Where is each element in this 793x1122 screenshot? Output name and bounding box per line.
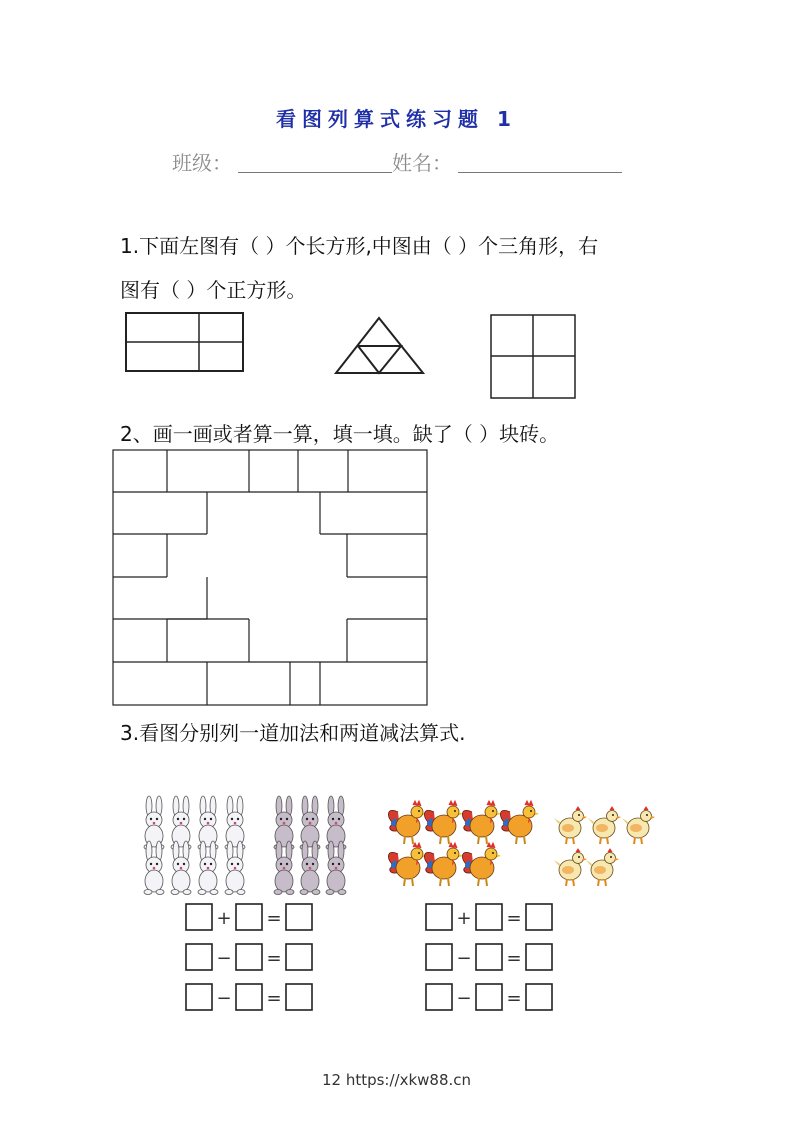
equals-sign: = bbox=[266, 908, 282, 929]
answer-box[interactable] bbox=[476, 904, 502, 930]
answer-box[interactable] bbox=[186, 944, 212, 970]
footer-text: 12 https://xkw88.cn bbox=[321, 1071, 472, 1089]
answer-box[interactable] bbox=[526, 904, 552, 930]
class-blank[interactable] bbox=[238, 172, 392, 173]
equations-right[interactable] bbox=[420, 900, 560, 1012]
answer-box[interactable] bbox=[286, 984, 312, 1010]
rabbits-picture bbox=[136, 793, 356, 895]
answer-box[interactable] bbox=[476, 944, 502, 970]
operator-sign: + bbox=[456, 908, 472, 929]
answer-box[interactable] bbox=[526, 944, 552, 970]
triangle-figure bbox=[334, 316, 426, 376]
question-2-text: 2、画一画或者算一算，填一填。缺了（ ）块砖。 bbox=[120, 422, 560, 446]
answer-box[interactable] bbox=[236, 904, 262, 930]
answer-box[interactable] bbox=[236, 944, 262, 970]
class-label: 班级： bbox=[172, 151, 232, 175]
answer-box[interactable] bbox=[476, 984, 502, 1010]
answer-box[interactable] bbox=[526, 984, 552, 1010]
equals-sign: = bbox=[506, 988, 522, 1009]
brick-wall bbox=[112, 449, 430, 707]
equals-sign: = bbox=[266, 988, 282, 1009]
answer-box[interactable] bbox=[186, 904, 212, 930]
operator-sign: − bbox=[216, 988, 232, 1009]
answer-box[interactable] bbox=[426, 944, 452, 970]
equals-sign: = bbox=[506, 948, 522, 969]
name-blank[interactable] bbox=[458, 172, 622, 173]
operator-sign: − bbox=[456, 988, 472, 1009]
name-label: 姓名： bbox=[392, 151, 452, 175]
question-1-line-2: 图有（ ）个正方形。 bbox=[120, 278, 307, 302]
answer-box[interactable] bbox=[186, 984, 212, 1010]
answer-box[interactable] bbox=[236, 984, 262, 1010]
question-1-line-1: 1.下面左图有（ ）个长方形,中图由（ ）个三角形，右 bbox=[120, 234, 599, 258]
operator-sign: − bbox=[216, 948, 232, 969]
answer-box[interactable] bbox=[286, 944, 312, 970]
page-title: 看图列算式练习题 1 bbox=[276, 107, 517, 131]
rectangle-figure bbox=[125, 312, 245, 374]
answer-box[interactable] bbox=[286, 904, 312, 930]
answer-box[interactable] bbox=[426, 984, 452, 1010]
equations-left[interactable] bbox=[180, 900, 320, 1012]
chickens-picture bbox=[388, 796, 660, 892]
operator-sign: + bbox=[216, 908, 232, 929]
equals-sign: = bbox=[266, 948, 282, 969]
equals-sign: = bbox=[506, 908, 522, 929]
square-grid-figure bbox=[490, 314, 578, 400]
question-3-text: 3.看图分别列一道加法和两道减法算式. bbox=[120, 721, 466, 745]
answer-box[interactable] bbox=[426, 904, 452, 930]
operator-sign: − bbox=[456, 948, 472, 969]
